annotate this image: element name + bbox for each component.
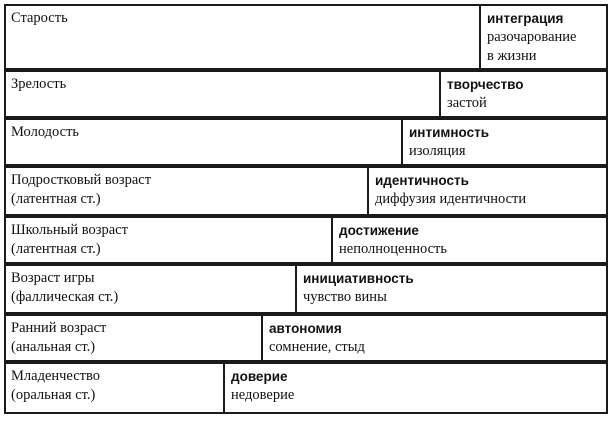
stage-name: Старость — [11, 10, 68, 26]
stage-name: Ранний возраст — [11, 320, 107, 336]
crisis-cell — [440, 70, 608, 118]
crisis-cell — [296, 264, 608, 314]
crisis-negative: застой — [447, 95, 487, 111]
crisis-cell — [332, 216, 608, 264]
crisis-positive: интимность — [409, 125, 489, 140]
stage-row-maturity — [4, 70, 608, 118]
stage-row-youth — [4, 118, 608, 166]
crisis-cell — [368, 166, 608, 216]
stage-name: Младенчество — [11, 368, 100, 384]
stage-row-early-age — [4, 314, 608, 362]
stage-cell — [4, 216, 332, 264]
crisis-positive: творчество — [447, 77, 524, 92]
stage-sub: (латентная ст.) — [11, 191, 101, 207]
crisis-cell — [224, 362, 608, 414]
crisis-negative: сомнение, стыд — [269, 339, 365, 355]
stage-cell — [4, 118, 402, 166]
stage-name: Подростковый возраст — [11, 172, 152, 188]
crisis-negative: разочарование в жизни — [487, 29, 577, 64]
crisis-cell — [262, 314, 608, 362]
stage-name: Зрелость — [11, 76, 67, 92]
crisis-cell — [402, 118, 608, 166]
stage-row-infancy — [4, 362, 608, 414]
crisis-negative: чувство вины — [303, 289, 387, 305]
stage-name: Молодость — [11, 124, 80, 140]
crisis-negative: недоверие — [231, 387, 295, 403]
stage-sub: (оральная ст.) — [11, 387, 96, 403]
stage-cell — [4, 70, 440, 118]
stage-cell — [4, 166, 368, 216]
crisis-positive: идентичность — [375, 173, 469, 188]
stage-sub: (анальная ст.) — [11, 339, 96, 355]
stage-cell — [4, 264, 296, 314]
stage-sub: (фаллическая ст.) — [11, 289, 119, 305]
stage-name: Школьный возраст — [11, 222, 128, 238]
stage-row-adolescence — [4, 166, 608, 216]
stage-sub: (латентная ст.) — [11, 241, 101, 257]
crisis-positive: автономия — [269, 321, 342, 336]
crisis-positive: достижение — [339, 223, 419, 238]
crisis-positive: инициативность — [303, 271, 414, 286]
stage-row-school-age — [4, 216, 608, 264]
crisis-negative: изоляция — [409, 143, 466, 159]
stage-cell — [4, 362, 224, 414]
stage-cell — [4, 314, 262, 362]
crisis-positive: интеграция — [487, 11, 564, 26]
stage-row-old-age — [4, 4, 608, 70]
crisis-cell — [480, 4, 608, 70]
crisis-positive: доверие — [231, 369, 288, 384]
stage-name: Возраст игры — [11, 270, 95, 286]
crisis-negative: неполноценность — [339, 241, 447, 257]
stage-cell — [4, 4, 480, 70]
crisis-negative: диффузия идентичности — [375, 191, 527, 207]
stage-row-play-age — [4, 264, 608, 314]
